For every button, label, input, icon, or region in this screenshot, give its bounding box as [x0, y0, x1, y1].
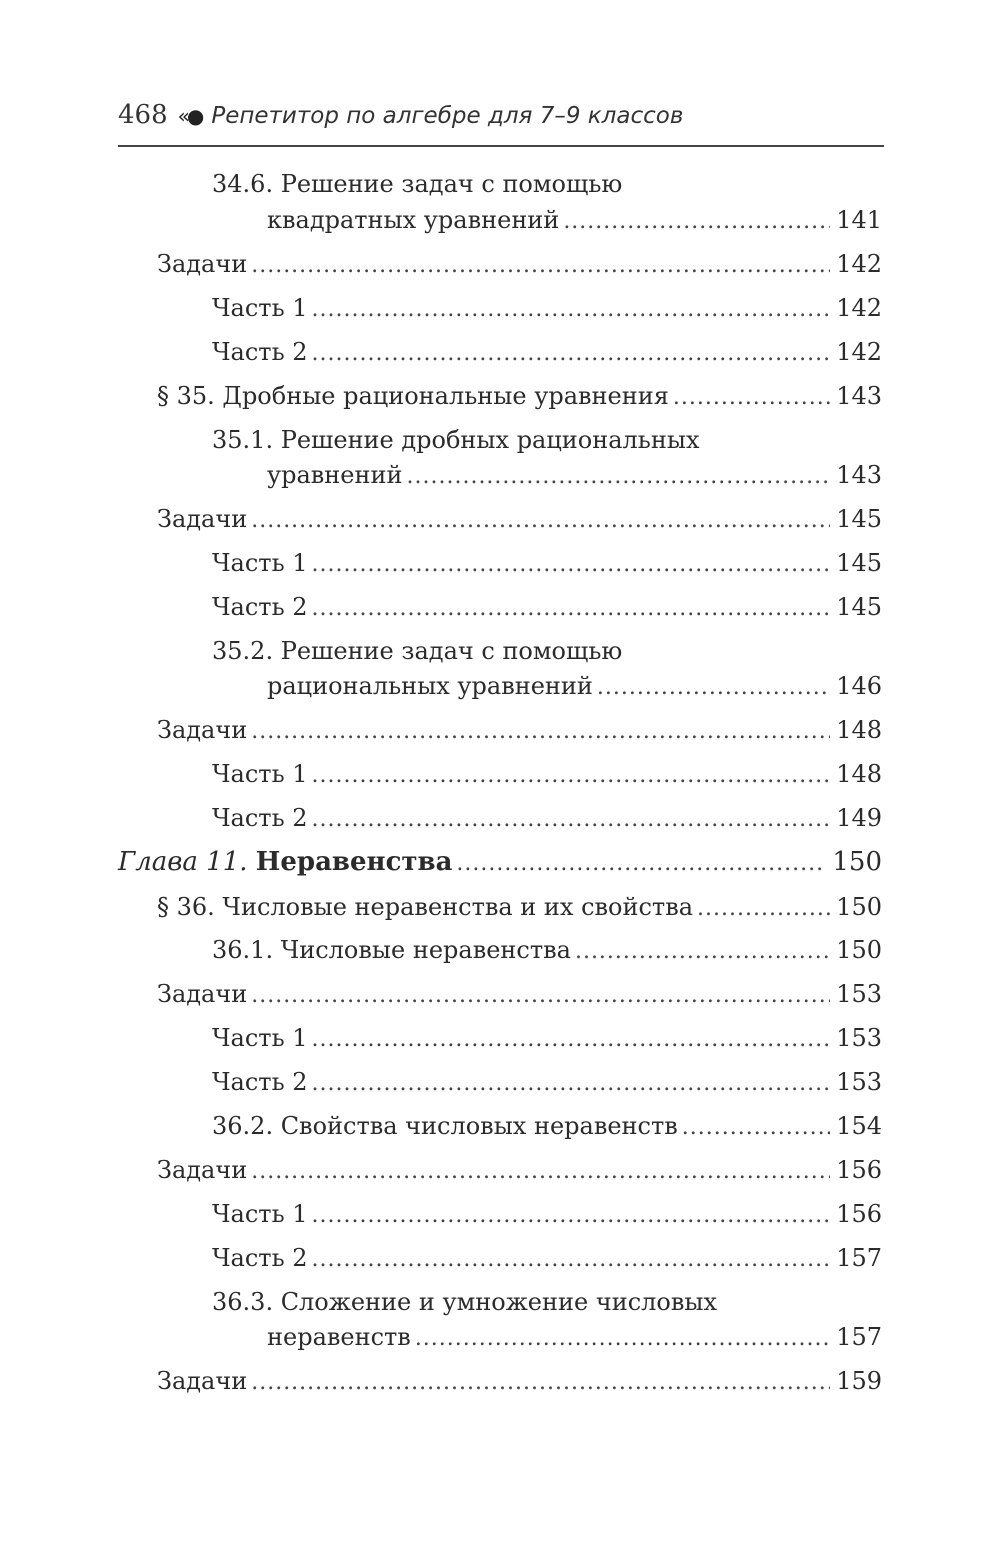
leader-dots — [415, 1321, 830, 1357]
toc-page-number: 150 — [836, 936, 882, 964]
running-header — [118, 100, 884, 144]
leader-dots — [251, 503, 830, 539]
toc-page-number: 143 — [836, 382, 882, 410]
leader-dots — [251, 714, 830, 750]
toc-page-number: 157 — [836, 1323, 882, 1351]
toc-page-number: 148 — [836, 716, 882, 744]
toc-entry[interactable] — [157, 501, 882, 537]
leader-dots — [597, 670, 830, 706]
toc-page-number: 154 — [836, 1112, 882, 1140]
leader-dots — [312, 802, 831, 838]
toc-page-number: 145 — [836, 549, 882, 577]
toc-entry[interactable] — [212, 1196, 882, 1232]
toc-entry-label: Часть 1 — [212, 1200, 308, 1228]
toc-page-number: 145 — [836, 593, 882, 621]
toc-entry[interactable] — [157, 378, 882, 414]
toc-page-number: 153 — [836, 1024, 882, 1052]
leader-dots — [312, 591, 831, 627]
leader-dots — [697, 891, 830, 927]
leader-dots — [312, 1066, 831, 1102]
leader-dots — [312, 292, 831, 328]
toc-chapter-entry[interactable] — [118, 844, 882, 880]
leader-dots — [251, 1365, 830, 1401]
toc-page-number: 143 — [836, 461, 882, 489]
toc-entry[interactable] — [157, 712, 882, 748]
chapter-prefix: Глава 11. — [118, 847, 248, 877]
toc-entry[interactable] — [212, 1020, 882, 1056]
toc-entry[interactable] — [157, 976, 882, 1012]
toc-entry-label: Задачи — [157, 1367, 248, 1395]
toc-entry[interactable] — [267, 668, 882, 704]
header-rule — [118, 145, 884, 147]
toc-entry[interactable] — [157, 246, 882, 282]
toc-page-number: 142 — [836, 338, 882, 366]
leader-dots — [312, 1242, 831, 1278]
toc-entry-label: Задачи — [157, 980, 248, 1008]
toc-entry-label: Задачи — [157, 716, 248, 744]
leader-dots — [682, 1110, 830, 1146]
toc-entry[interactable] — [267, 1319, 882, 1355]
toc-entry[interactable] — [212, 589, 882, 625]
toc-entry[interactable] — [212, 932, 882, 968]
toc-page-number: 153 — [836, 980, 882, 1008]
leader-dots — [251, 248, 830, 284]
toc-entry-label: Часть 1 — [212, 549, 308, 577]
toc-entry[interactable] — [212, 756, 882, 792]
toc-entry[interactable] — [157, 889, 882, 925]
toc-entry[interactable] — [212, 290, 882, 326]
toc-entry-label: рациональных уравнений — [267, 672, 593, 700]
toc-entry[interactable] — [212, 1108, 882, 1144]
toc-entry[interactable] — [267, 457, 882, 493]
toc-entry-label: Часть 1 — [212, 294, 308, 322]
toc-entry-label: Задачи — [157, 1156, 248, 1184]
toc-entry-title-line: 35.2. Решение задач с помощью — [212, 637, 623, 665]
header-ornament: «● — [177, 104, 202, 128]
toc-entry-label: Часть 2 — [212, 1244, 308, 1272]
toc-page-number: 157 — [836, 1244, 882, 1272]
leader-dots — [251, 1154, 830, 1190]
leader-dots — [456, 846, 826, 882]
toc-entry-label: Часть 2 — [212, 804, 308, 832]
toc-entry[interactable] — [212, 800, 882, 836]
leader-dots — [407, 459, 831, 495]
toc-entry[interactable] — [267, 202, 882, 238]
toc-entry-title-line: 34.6. Решение задач с помощью — [212, 170, 623, 198]
toc-page-number: 141 — [836, 206, 882, 234]
leader-dots — [312, 336, 831, 372]
toc-page-number: 142 — [836, 250, 882, 278]
toc-page-number: 149 — [836, 804, 882, 832]
toc-page-number: 156 — [836, 1200, 882, 1228]
toc-entry-label — [118, 844, 452, 880]
toc-entry-label: 36.1. Числовые неравенства — [212, 936, 571, 964]
leader-dots — [251, 978, 830, 1014]
toc-entry-label: § 35. Дробные рациональные уравнения — [157, 382, 669, 410]
toc-entry-title-line: 36.3. Сложение и умножение числовых — [212, 1288, 717, 1316]
toc-entry-label: 36.2. Свойства числовых неравенств — [212, 1112, 678, 1140]
page-number: 468 — [118, 100, 168, 130]
toc-page-number: 150 — [832, 847, 882, 877]
leader-dots — [563, 204, 830, 240]
toc-entry[interactable] — [212, 1064, 882, 1100]
leader-dots — [575, 934, 830, 970]
toc-page-number: 153 — [836, 1068, 882, 1096]
toc-entry-label: Задачи — [157, 250, 248, 278]
toc-entry[interactable] — [157, 1152, 882, 1188]
toc-page-number: 156 — [836, 1156, 882, 1184]
toc-entry-label: Часть 1 — [212, 760, 308, 788]
toc-entry-label: квадратных уравнений — [267, 206, 560, 234]
toc-page-number: 142 — [836, 294, 882, 322]
toc-page-number: 145 — [836, 505, 882, 533]
leader-dots — [312, 1198, 831, 1234]
chapter-title: Неравенства — [255, 847, 453, 877]
leader-dots — [312, 547, 831, 583]
toc-page-number: 150 — [836, 893, 882, 921]
toc-entry-label: Часть 2 — [212, 1068, 308, 1096]
toc-page-number: 148 — [836, 760, 882, 788]
toc-entry-label: Задачи — [157, 505, 248, 533]
toc-entry-label: Часть 2 — [212, 338, 308, 366]
leader-dots — [673, 380, 830, 416]
toc-entry-label: неравенств — [267, 1323, 411, 1351]
toc-page-number: 146 — [836, 672, 882, 700]
toc-page-number: 159 — [836, 1367, 882, 1395]
toc-entry-label: § 36. Числовые неравенства и их свойства — [157, 893, 694, 921]
toc-entry-label: уравнений — [267, 461, 403, 489]
toc-entry-label: Часть 2 — [212, 593, 308, 621]
toc-entry[interactable] — [212, 1240, 882, 1276]
toc-entry[interactable] — [212, 334, 882, 370]
toc-entry[interactable] — [157, 1363, 882, 1399]
toc-entry-title-line: 35.1. Решение дробных рациональных — [212, 426, 700, 454]
toc-entry[interactable] — [212, 545, 882, 581]
book-title: Репетитор по алгебре для 7–9 классов — [211, 103, 684, 129]
toc-entry-label: Часть 1 — [212, 1024, 308, 1052]
leader-dots — [312, 1022, 831, 1058]
leader-dots — [312, 758, 831, 794]
